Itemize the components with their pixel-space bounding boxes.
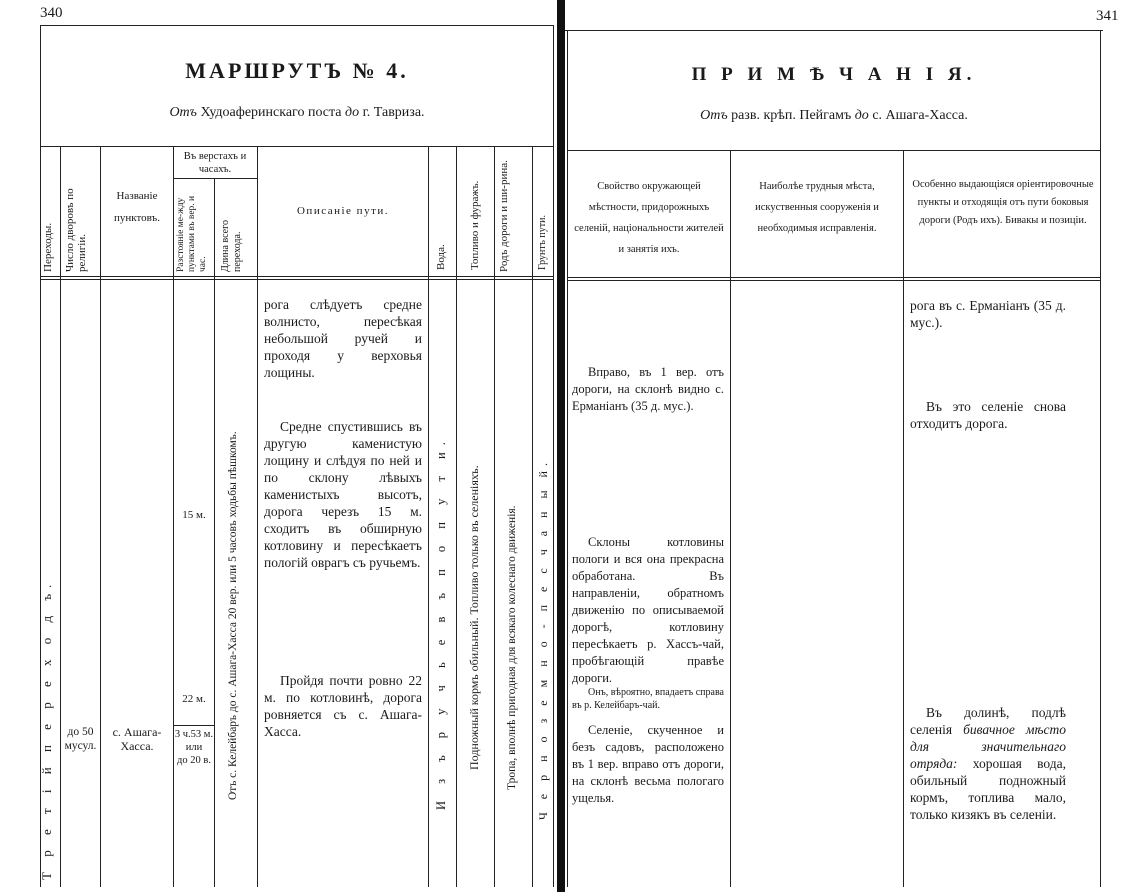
left-page-number: 340 — [40, 5, 63, 21]
point-name: с. Ашага-Хасса. — [112, 725, 162, 753]
notes-col3-p3-b: бивачное мѣсто для значительнаго отряда: — [910, 722, 1066, 771]
right-col-rule-2 — [903, 150, 904, 887]
length-vertical-text: Отъ с. Келейбаръ до с. Ашага-Хасса 20 вер. или 5 часовъ ходьбы пѣшкомъ. — [227, 431, 239, 800]
route-title: МАРШРУТЪ № 4. — [185, 58, 409, 83]
notes-title: П Р И М Ѣ Ч А Н І Я. — [691, 64, 977, 85]
header-road-kind: Родъ дороги и ши-рина. — [498, 160, 510, 272]
total-line-2: или — [185, 742, 203, 753]
subtitle-from: Отъ — [169, 105, 197, 120]
col-rule-6 — [428, 146, 429, 887]
book-spine — [557, 0, 565, 892]
header-crossings: Переходы. — [42, 222, 54, 272]
distance-2: 22 м. — [182, 693, 206, 705]
right-frame-left — [567, 30, 568, 887]
col-rule-4 — [214, 178, 215, 887]
total-line-3: до 20 в. — [177, 755, 211, 766]
left-frame-right — [553, 25, 554, 887]
header-distance: Разстояніе ме-жду пунктами въ вер. и час. — [176, 195, 208, 272]
col-rule-9 — [532, 146, 533, 887]
header-verst-hours: Въ верстахъ и часахъ. — [183, 151, 247, 175]
notes-col1-p4: Селеніе, скученное и безъ садовъ, расположено въ 1 вер. вправо отъ дороги, на склонѣ весьма пологаго ущелья. — [572, 723, 724, 805]
notes-col1-p3: Онъ, вѣроятно, впадаетъ справа въ р. Келейбаръ-чай. — [572, 687, 724, 711]
description-p3: Пройдя почти ровно 22 м. по котловинѣ, дорога ровняется съ с. Ашага-Хасса. — [264, 673, 422, 739]
subtitle-to: до — [345, 105, 360, 120]
description-p2: Средне спустившись въ другую каменистую лощину и слѣдуя по ней и по склону лѣвыхъ каменистыхъ высотъ, дорога черезъ 15 м. сходитъ въ обширную котловину и пересѣкаетъ пологій оврагъ съ ручьемъ. — [264, 419, 422, 570]
notes-header-1: Свойство окружающей мѣстности, придорожныхъ селеній, національности жителей и занятія ихъ. — [574, 181, 724, 255]
col-rule-1 — [60, 146, 61, 887]
col-rule-2 — [100, 146, 101, 887]
col-rule-7 — [456, 146, 457, 887]
notes-col3-p3-a: Въ долинѣ, подлѣ селенія — [910, 705, 1066, 737]
notes-col1-p1: Вправо, въ 1 вер. отъ дороги, на склонѣ видно с. Ерманіанъ (35 д. мус.). — [572, 365, 724, 413]
verst-subheader-rule — [173, 178, 257, 179]
notes-subtitle-mid: разв. крѣп. Пейгамъ — [727, 108, 855, 123]
left-header-bottom-rule-1 — [40, 276, 554, 277]
right-col-rule-1 — [730, 150, 731, 887]
notes-col3-p1: рога въ с. Ерманіанъ (35 д. мус.). — [910, 298, 1066, 330]
water-vertical-text: И з ъ р у ч ь е в ъ п о п у т и. — [434, 435, 448, 810]
header-length: Длина всего перехода. — [220, 220, 243, 272]
left-top-rule — [40, 25, 554, 26]
notes-col1-p2: Склоны котловины пологи и вся она прекрасна обработана. Въ направленіи, обратномъ движенію по описываемой дорогѣ, котловину пересѣкаетъ р. Хассъ-чай, пробѣгающій правѣе дороги. — [572, 535, 724, 685]
left-header-top-rule — [40, 146, 554, 147]
notes-col3-p3-c: хорошая вода, обильный подножный кормъ, топлива мало, только кизякъ въ селеніи. — [910, 756, 1066, 822]
left-header-bottom-rule-2 — [40, 279, 554, 280]
right-page-number: 341 — [1096, 8, 1119, 24]
crossing-vertical-text: Т р е т і й п е р е х о д ъ. — [39, 578, 54, 880]
route-subtitle — [40, 105, 554, 121]
notes-subtitle — [567, 108, 1101, 124]
notes-col3-p2: Въ это селеніе снова отходитъ дорога. — [910, 399, 1066, 431]
right-header-top-rule — [567, 150, 1101, 151]
header-points: Названіе пунктовъ. — [114, 190, 160, 224]
notes-header-2: Наиболѣе трудныя мѣста, искуственныя сооруженія и необходимыя исправленія. — [755, 181, 879, 234]
notes-subtitle-to: до — [854, 108, 869, 123]
households-value: до 50 мусул. — [64, 726, 97, 752]
notes-col3-p3 — [910, 704, 1066, 823]
right-top-rule — [565, 30, 1103, 31]
subtitle-mid: Худоаферинскаго поста — [196, 105, 346, 120]
soil-vertical-text: Ч е р н о з е м н о - п е с ч а н ы й. — [536, 458, 550, 820]
subtitle-end: г. Тавриза. — [359, 105, 425, 120]
notes-subtitle-from: Отъ — [700, 108, 728, 123]
notes-subtitle-end: с. Ашага-Хасса. — [868, 108, 968, 123]
total-time — [172, 728, 216, 767]
header-soil: Грунтъ пути. — [537, 215, 548, 270]
header-households: Число дворовъ по религіи. — [64, 188, 88, 272]
col-rule-5 — [257, 146, 258, 887]
road-vertical-text: Тропа, вполнѣ пригодная для всякаго колеснаго движенія. — [506, 505, 518, 790]
header-fuel: Топливо и фуражъ. — [469, 180, 481, 270]
header-water: Вода. — [435, 244, 447, 270]
total-rule — [174, 725, 214, 726]
notes-header-3: Особенно выдающіяся оріентировочные пункты и отходящія отъ пути боковыя дороги (Родъ ихъ). Бивакы и позиціи. — [912, 179, 1094, 226]
fuel-vertical-text: Подножный кормъ обильный. Топливо только въ селеніяхъ. — [467, 465, 481, 770]
header-description: Описаніе пути. — [296, 205, 390, 217]
description-p1: рога слѣдуетъ средне волнисто, пересѣкая небольшой ручей и проходя у верховья лощины. — [264, 297, 422, 380]
right-header-bottom-rule-2 — [567, 280, 1101, 281]
total-line-1: 3 ч.53 м. — [174, 729, 214, 740]
col-rule-8 — [494, 146, 495, 887]
distance-1: 15 м. — [182, 509, 206, 521]
right-frame-right — [1100, 30, 1101, 887]
right-header-bottom-rule-1 — [567, 277, 1101, 278]
